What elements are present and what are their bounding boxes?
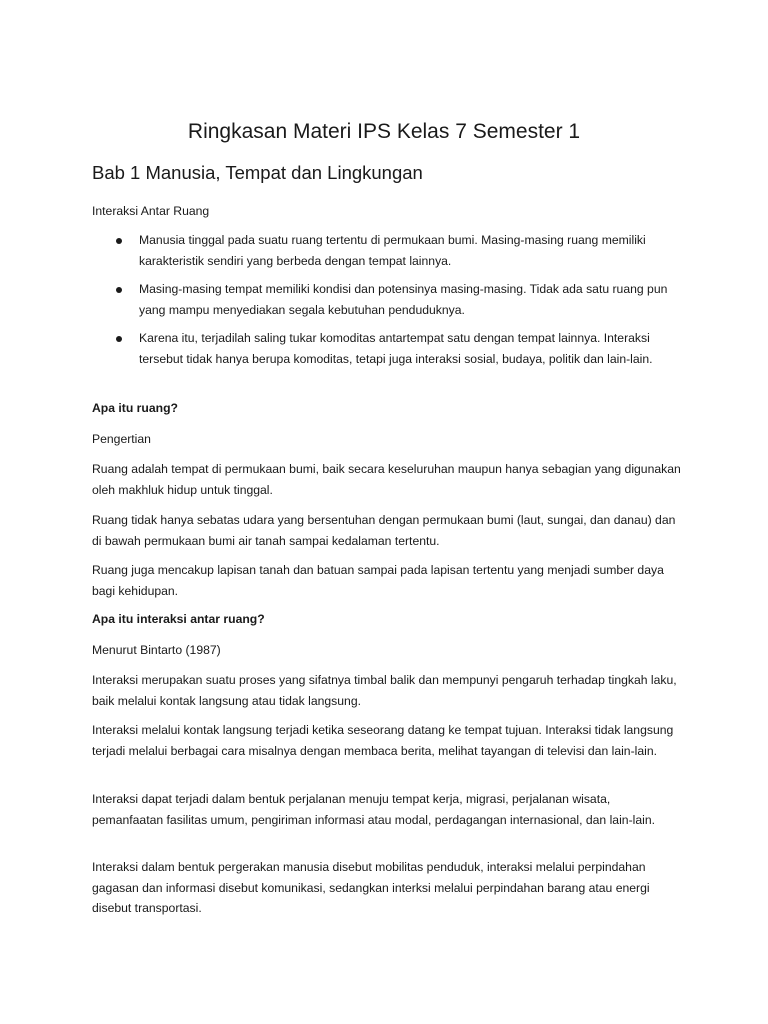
bullet-item-1: Manusia tinggal pada suatu ruang tertentu di permukaan bumi. Masing-masing ruang memiliki karakteristik sendiri yang berbeda dengan tempat lainnya. bbox=[139, 233, 646, 268]
bullet-dot-icon bbox=[116, 287, 122, 293]
paragraph-interaksi-types: Interaksi dalam bentuk pergerakan manusia disebut mobilitas penduduk, interaksi melalui perpindahan gagasan dan informasi disebut komunikasi, sedangkan interksi melalui perpindahan barang atau energi disebut transportasi. bbox=[92, 860, 650, 915]
bullet-dot-icon bbox=[116, 336, 122, 342]
paragraph-ruang-extent: Ruang tidak hanya sebatas udara yang bersentuhan dengan permukaan bumi (laut, sungai, dan danau) dan di bawah permukaan bumi air tanah sampai kedalaman tertentu. bbox=[92, 513, 676, 548]
paragraph-interaksi-contact: Interaksi melalui kontak langsung terjadi ketika seseorang datang ke tempat tujuan. Interaksi tidak langsung terjadi melalui berbagai cara misalnya dengan membaca berita, melihat tayangan di televisi dan lain-lain. bbox=[92, 723, 674, 758]
bullet-dot-icon bbox=[116, 238, 122, 244]
paragraph-interaksi-definition: Interaksi merupakan suatu proses yang sifatnya timbal balik dan mempunyi pengaruh terhadap tingkah laku, baik melalui kontak langsung atau tidak langsung. bbox=[92, 673, 677, 708]
bullet-item-3: Karena itu, terjadilah saling tukar komoditas antartempat satu dengan tempat lainnya. Interaksi tersebut tidak hanya berupa komoditas, tetapi juga interaksi sosial, budaya, politik dan lain-lain. bbox=[139, 331, 653, 366]
document-title: Ringkasan Materi IPS Kelas 7 Semester 1 bbox=[187, 120, 581, 143]
paragraph-ruang-layers: Ruang juga mencakup lapisan tanah dan batuan sampai pada lapisan tertentu yang menjadi sumber daya bagi kehidupan. bbox=[92, 563, 664, 598]
paragraph-ruang-definition: Ruang adalah tempat di permukaan bumi, baik secara keseluruhan maupun hanya sebagian yang digunakan oleh makhluk hidup untuk tinggal. bbox=[92, 462, 681, 497]
chapter-heading: Bab 1 Manusia, Tempat dan Lingkungan bbox=[92, 162, 423, 183]
bullet-item-2: Masing-masing tempat memiliki kondisi dan potensinya masing-masing. Tidak ada satu ruang pun yang mampu menyediakan segala kebutuhan penduduknya. bbox=[139, 282, 668, 317]
paragraph-interaksi-forms: Interaksi dapat terjadi dalam bentuk perjalanan menuju tempat kerja, migrasi, perjalanan wisata, pemanfaatan fasilitas umum, pengiriman informasi atau modal, perdagangan internasional, dan lain-lain. bbox=[92, 792, 655, 827]
definition-label: Pengertian bbox=[92, 432, 151, 446]
question-heading-ruang: Apa itu ruang? bbox=[92, 401, 178, 415]
section-heading: Interaksi Antar Ruang bbox=[92, 204, 210, 218]
question-heading-interaksi: Apa itu interaksi antar ruang? bbox=[92, 612, 265, 626]
source-citation: Menurut Bintarto (1987) bbox=[92, 643, 221, 657]
